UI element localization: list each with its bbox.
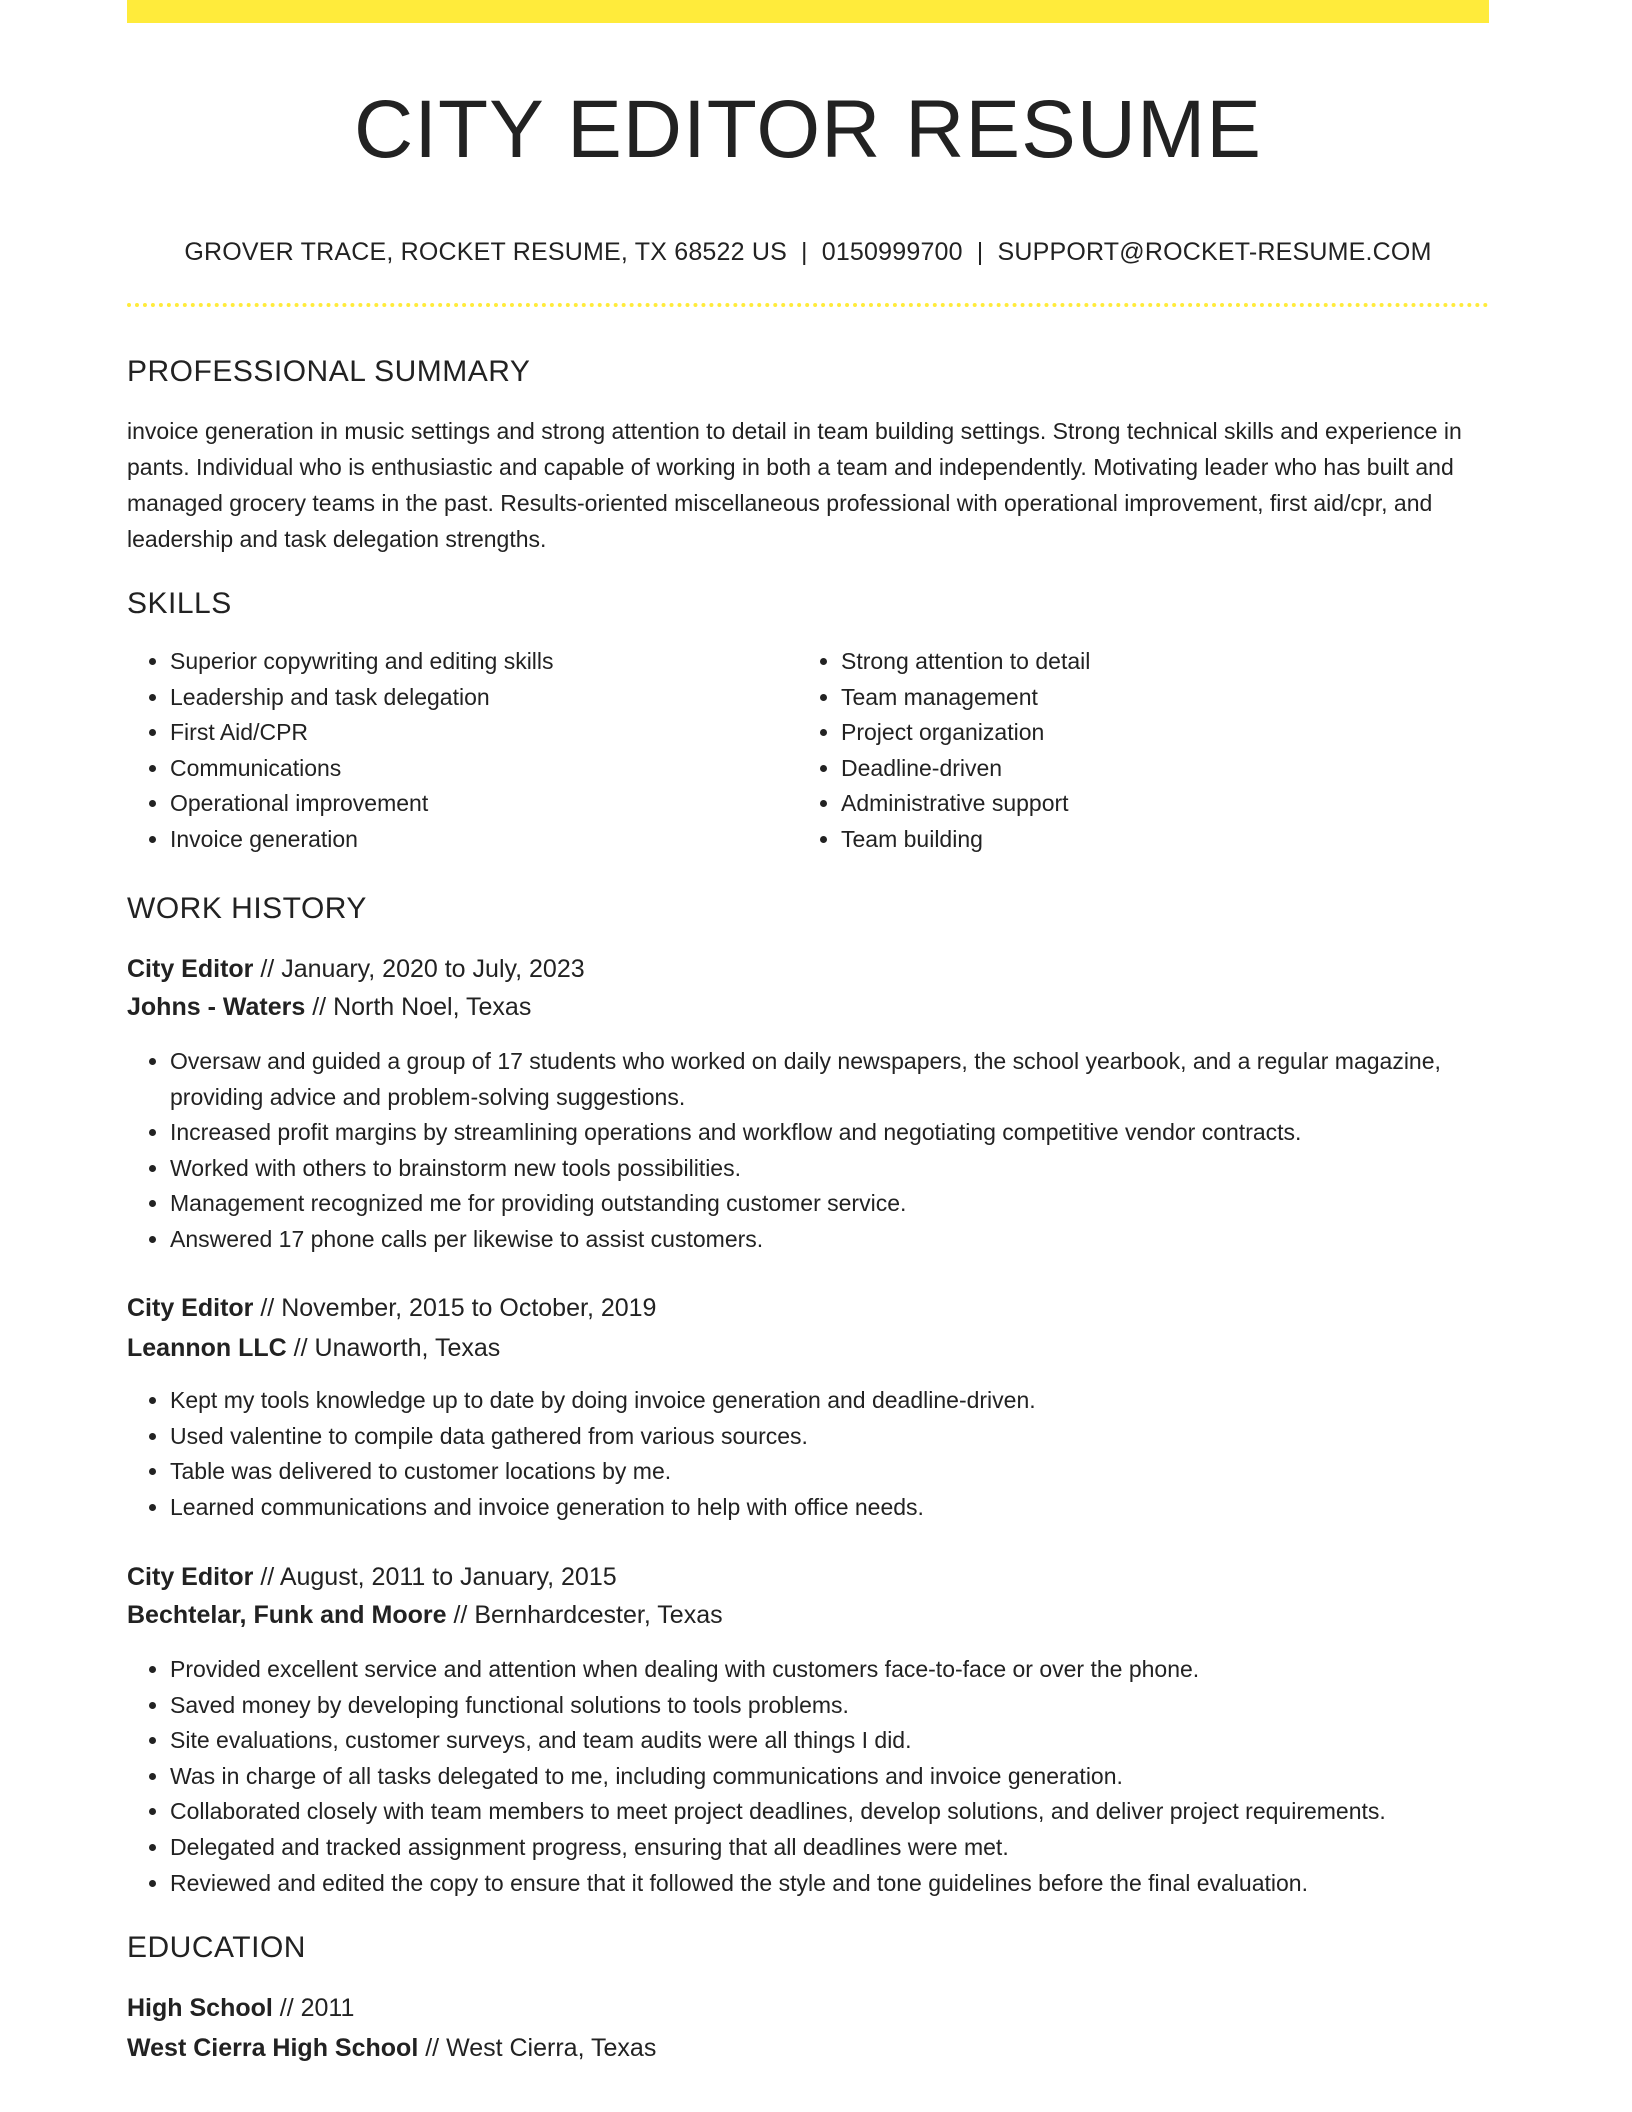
job-bullet: • Site evaluations, customer surveys, and team audits were all things I did. <box>170 1723 1489 1759</box>
job-company: Bechtelar, Funk and Moore <box>127 1601 447 1629</box>
job-company-line <box>127 1332 500 1364</box>
delimiter: // <box>286 1334 315 1362</box>
education-degree: High School <box>127 1994 273 2022</box>
skill-item: • Operational improvement <box>170 786 767 822</box>
education-location: West Cierra, Texas <box>446 2034 657 2062</box>
job-location: Unaworth, Texas <box>314 1334 501 1362</box>
contact-separator: | <box>976 238 984 266</box>
job-title: City Editor <box>127 1294 254 1322</box>
top-accent-bar <box>127 0 1489 23</box>
skill-item: • Deadline-driven <box>841 751 1438 787</box>
skill-item: • Team management <box>841 680 1438 716</box>
job-bullet: • Answered 17 phone calls per likewise to assist customers. <box>170 1222 1489 1258</box>
job-bullet: • Kept my tools knowledge up to date by doing invoice generation and deadline-driven. <box>170 1383 1489 1419</box>
job-bullet: • Table was delivered to customer locations by me. <box>170 1454 1489 1490</box>
education-year: 2011 <box>300 1994 355 2022</box>
skills-right-list <box>798 644 1438 858</box>
skills-heading: SKILLS <box>127 587 232 620</box>
skills-left-list <box>127 644 767 858</box>
contact-line <box>127 236 1489 268</box>
skill-item: • Superior copywriting and editing skills <box>170 644 767 680</box>
job-title-line <box>127 1292 656 1324</box>
skill-item: • Team building <box>841 822 1438 858</box>
job-bullets <box>127 1652 1489 1901</box>
summary-heading: PROFESSIONAL SUMMARY <box>127 355 531 388</box>
work-history-heading: WORK HISTORY <box>127 892 367 925</box>
delimiter: // <box>272 1994 301 2022</box>
job-bullet: • Learned communications and invoice generation to help with office needs. <box>170 1490 1489 1526</box>
job-location: North Noel, Texas <box>333 993 532 1021</box>
job-company: Leannon LLC <box>127 1334 287 1362</box>
education-school-line <box>127 2032 656 2064</box>
job-title-line <box>127 953 585 985</box>
header-divider <box>127 303 1489 307</box>
job-title-line <box>127 1561 617 1593</box>
job-bullet: • Reviewed and edited the copy to ensure that it followed the style and tone guidelines before the final evaluation. <box>170 1866 1489 1902</box>
job-dates: January, 2020 to July, 2023 <box>281 955 585 983</box>
job-bullet: • Management recognized me for providing outstanding customer service. <box>170 1186 1489 1222</box>
skills-left-column <box>127 644 767 858</box>
job-bullets <box>127 1044 1489 1258</box>
job-title: City Editor <box>127 955 254 983</box>
job-bullet-list <box>127 1383 1489 1525</box>
education-school: West Cierra High School <box>127 2034 419 2062</box>
skill-item: • First Aid/CPR <box>170 715 767 751</box>
contact-separator: | <box>801 238 808 266</box>
delimiter: // <box>253 955 282 983</box>
job-bullet-list <box>127 1044 1489 1258</box>
job-company-line <box>127 991 531 1023</box>
job-bullet: • Worked with others to brainstorm new tools possibilities. <box>170 1151 1489 1187</box>
job-dates: August, 2011 to January, 2015 <box>279 1563 617 1591</box>
contact-address: GROVER TRACE, ROCKET RESUME, TX 68522 US <box>184 238 788 266</box>
job-bullet: • Used valentine to compile data gathered from various sources. <box>170 1419 1489 1455</box>
skill-item: • Project organization <box>841 715 1438 751</box>
skill-item: • Communications <box>170 751 767 787</box>
job-bullets <box>127 1383 1489 1525</box>
skill-item: • Strong attention to detail <box>841 644 1438 680</box>
job-company-line <box>127 1599 723 1631</box>
job-bullet: • Was in charge of all tasks delegated to me, including communications and invoice generation. <box>170 1759 1489 1795</box>
skills-right-column <box>798 644 1438 858</box>
skill-item: • Leadership and task delegation <box>170 680 767 716</box>
job-bullet: • Delegated and tracked assignment progress, ensuring that all deadlines were met. <box>170 1830 1489 1866</box>
skill-item: • Administrative support <box>841 786 1438 822</box>
job-location: Bernhardcester, Texas <box>474 1601 723 1629</box>
contact-email: SUPPORT@ROCKET-RESUME.COM <box>997 238 1432 266</box>
delimiter: // <box>446 1601 475 1629</box>
education-heading: EDUCATION <box>127 1931 306 1964</box>
job-title: City Editor <box>127 1563 254 1591</box>
job-company: Johns - Waters <box>127 993 306 1021</box>
job-bullet: • Provided excellent service and attention when dealing with customers face-to-face or over the phone. <box>170 1652 1489 1688</box>
delimiter: // <box>253 1294 282 1322</box>
skill-item: • Invoice generation <box>170 822 767 858</box>
delimiter: // <box>253 1563 280 1591</box>
education-degree-line <box>127 1992 354 2024</box>
job-bullet: • Oversaw and guided a group of 17 students who worked on daily newspapers, the school yearbook, and a regular magazine, providing advice and problem-solving suggestions. <box>170 1044 1489 1115</box>
job-bullet: • Collaborated closely with team members to meet project deadlines, develop solutions, and deliver project requirements. <box>170 1794 1489 1830</box>
delimiter: // <box>305 993 334 1021</box>
resume-title: CITY EDITOR RESUME <box>354 84 1262 175</box>
delimiter: // <box>418 2034 447 2062</box>
job-bullet: • Increased profit margins by streamlining operations and workflow and negotiating competitive vendor contracts. <box>170 1115 1489 1151</box>
summary-text: invoice generation in music settings and strong attention to detail in team building settings. Strong technical skills and experience in pants. Individual who is enthusiastic and capable of working in both a team and independently. Motivating leader who has built and managed grocery teams in the past. Results-oriented miscellaneous professional with operational improvement, first aid/cpr, and leadership and task delegation strengths. <box>127 418 1462 552</box>
job-bullet: • Saved money by developing functional solutions to tools problems. <box>170 1688 1489 1724</box>
job-bullet-list <box>127 1652 1489 1901</box>
contact-phone: 0150999700 <box>821 238 963 266</box>
job-dates: November, 2015 to October, 2019 <box>281 1294 657 1322</box>
